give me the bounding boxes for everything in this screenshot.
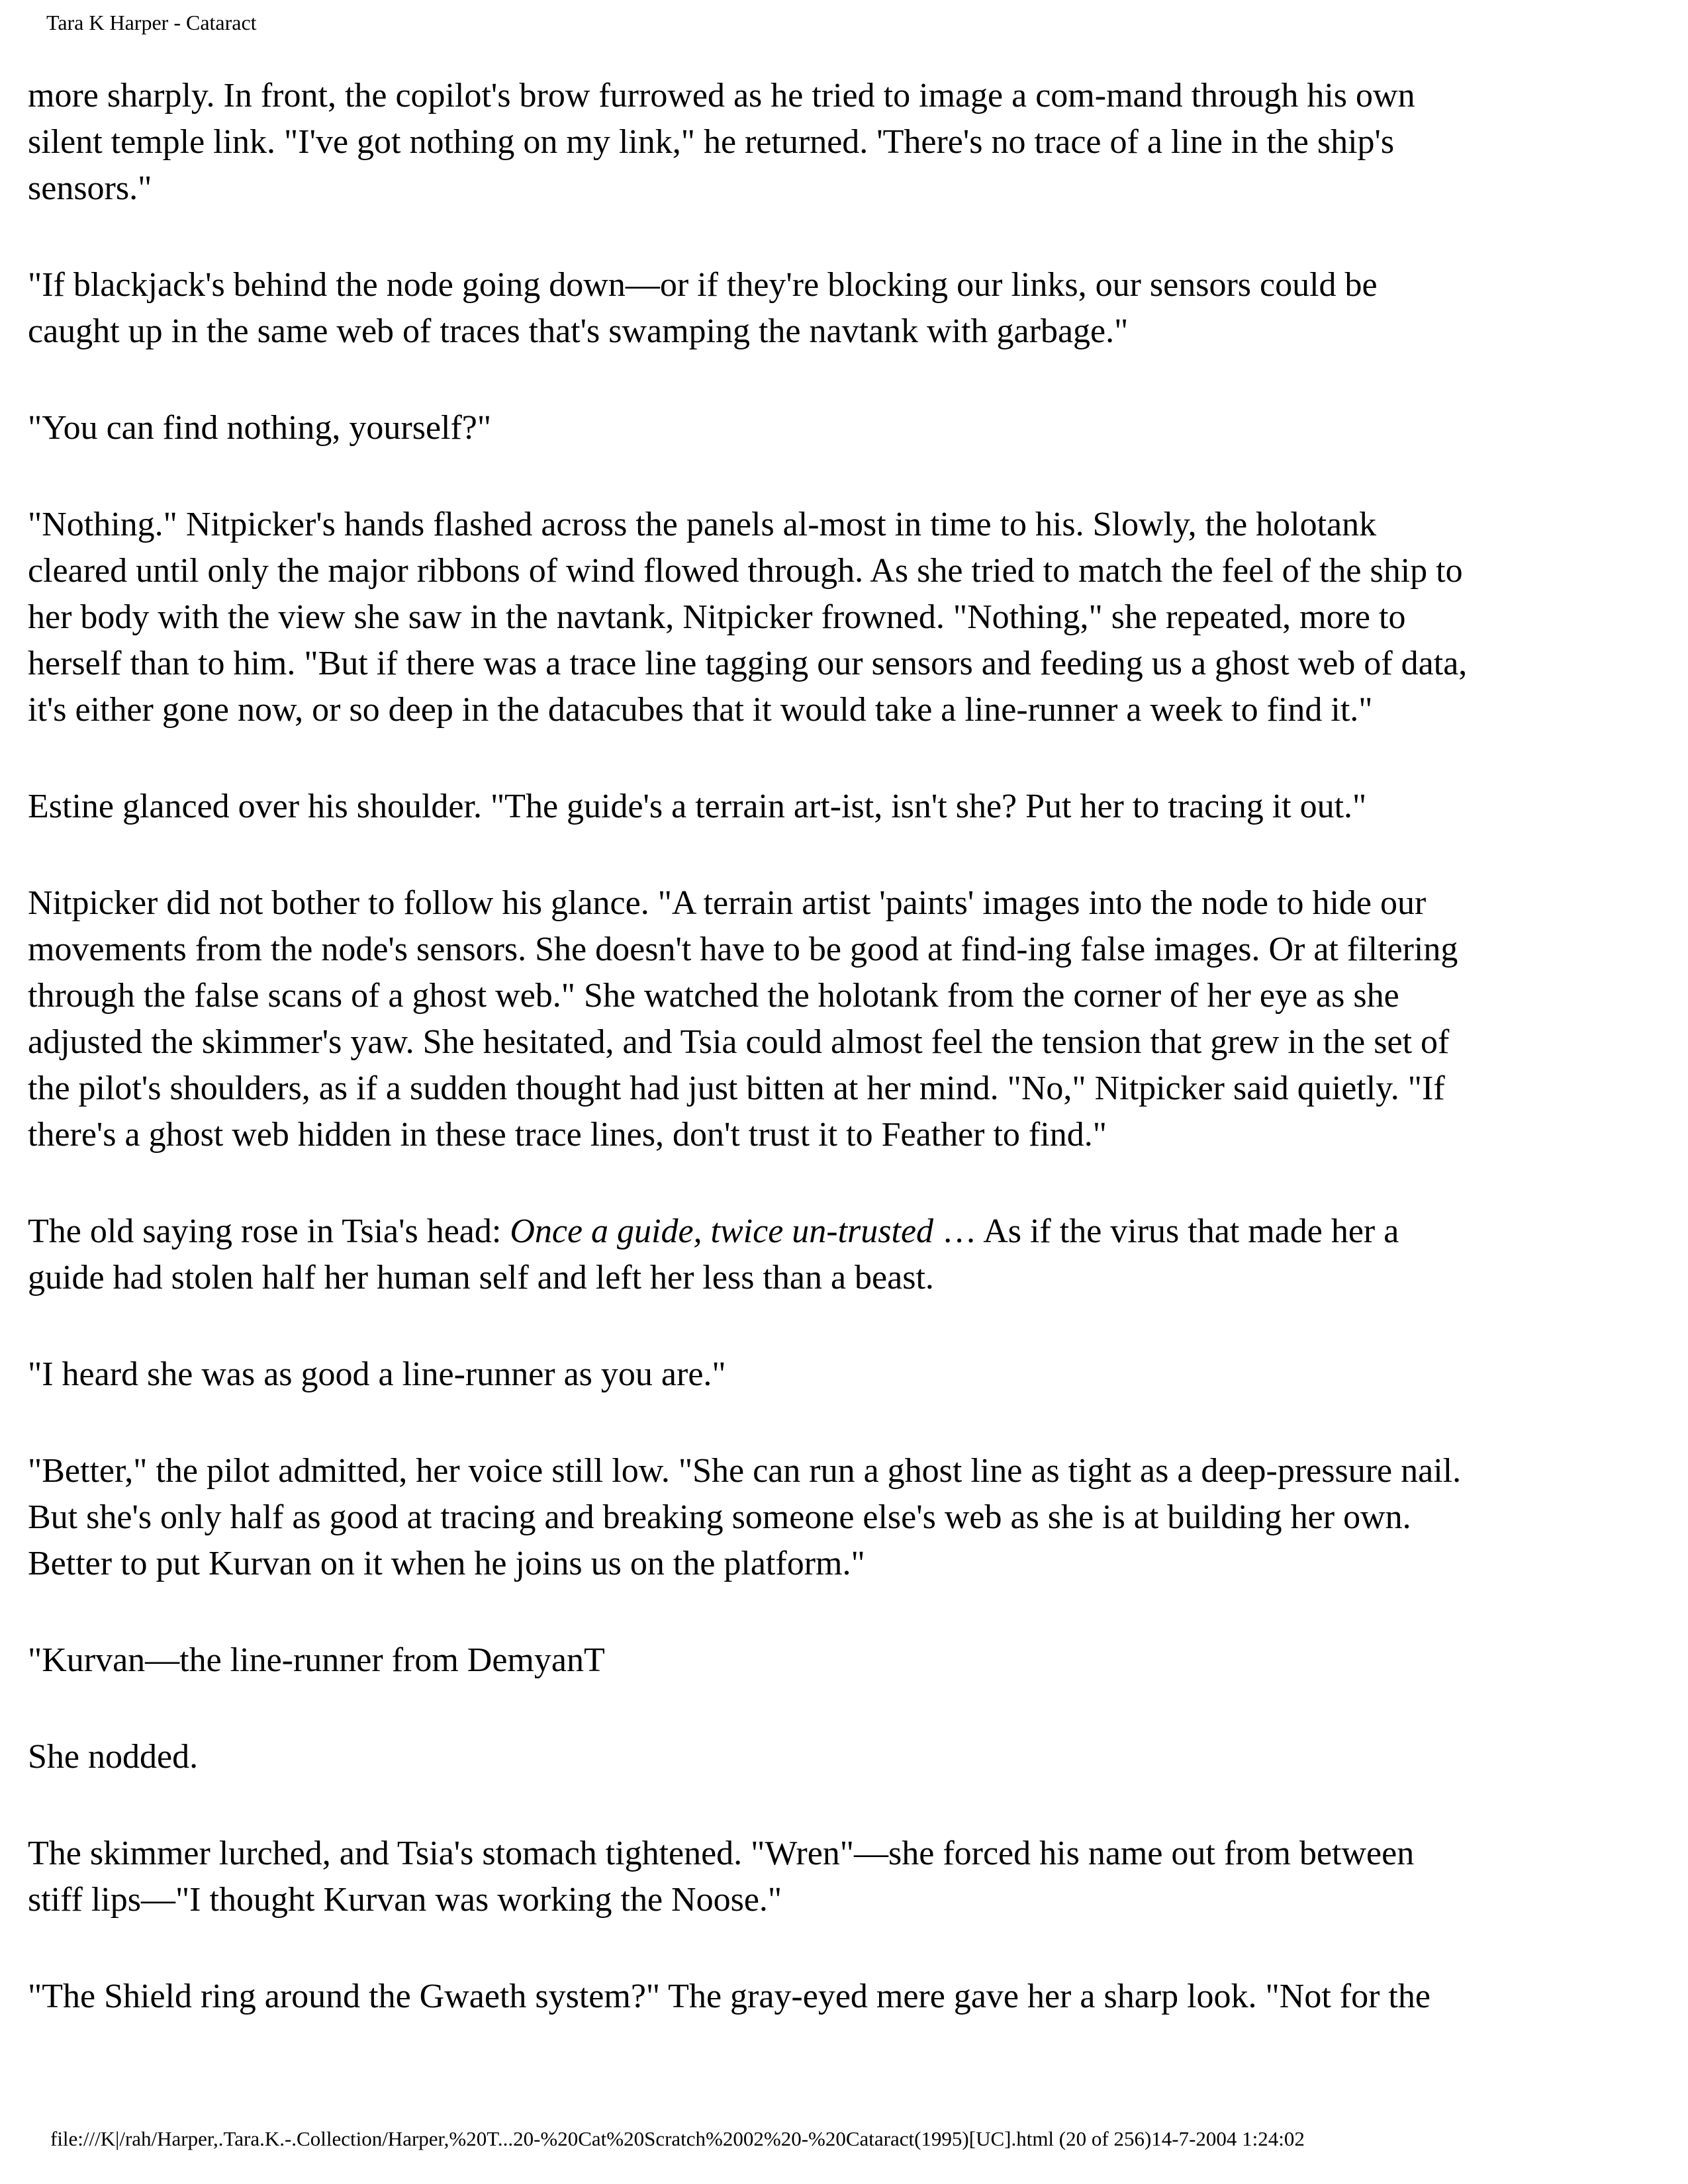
paragraph-7-text-after: … As if the virus that made her a guide had stolen half her human self and left her less than a beast. [28,1212,1399,1297]
paragraph-6: Nitpicker did not bother to follow his glance. "A terrain artist 'paints' images into the node to hide our movements from the node's sensors. She doesn't have to be good at find-ing false images. Or at filtering through the false scans of a ghost web." She watched the holotank from the corner of her eye as she adjusted the skimmer's yaw. She hesitated, and Tsia could almost feel the tension that grew in the set of the pilot's shoulders, as if a sudden thought had just bitten at her mind. "No," Nitpicker said quietly. "If there's a ghost web hidden in these trace lines, don't trust it to Feather to find." [28,884,1458,1154]
paragraph-9: "Better," the pilot admitted, her voice still low. "She can run a ghost line as tight as a deep-pressure nail. But she's only half as good at tracing and breaking someone else's web as she is at building her own. Better to put Kurvan on it when he joins us on the platform." [28,1452,1462,1582]
paragraph-11: She nodded. [28,1738,199,1776]
document-body [28,73,1663,2020]
page-footer-path: file:///K|/rah/Harper,.Tara.K.-.Collection/Harper,%20T...20-%20Cat%20Scratch%2002%20-%20Cataract(1995)[UC].html (20 of 256)14-7-2004 1:24:02 [50,2127,1305,2150]
paragraph-7-text-before: The old saying rose in Tsia's head: [28,1212,510,1250]
paragraph-3: "You can find nothing, yourself?" [28,409,492,447]
paragraph-2: "If blackjack's behind the node going down—or if they're blocking our links, our sensors could be caught up in the same web of traces that's swamping the navtank with garbage." [28,266,1378,350]
paragraph-8: "I heard she was as good a line-runner as you are." [28,1355,726,1393]
page-header-title: Tara K Harper - Cataract [46,11,257,34]
paragraph-5: Estine glanced over his shoulder. "The guide's a terrain art-ist, isn't she? Put her to tracing it out." [28,788,1367,825]
paragraph-7-italic-saying: Once a guide, twice un-trusted [510,1212,934,1250]
paragraph-13: "The Shield ring around the Gwaeth system?" The gray-eyed mere gave her a sharp look. "Not for the [28,1978,1430,2015]
paragraph-1: more sharply. In front, the copilot's brow furrowed as he tried to image a com-mand through his own silent temple link. "I've got nothing on my link," he returned. 'There's no trace of a line in the ship's sensors." [28,77,1415,207]
paragraph-4: "Nothing." Nitpicker's hands flashed across the panels al-most in time to his. Slowly, the holotank cleared until only the major ribbons of wind flowed through. As she tried to match the feel of the ship to her body with the view she saw in the navtank, Nitpicker frowned. "Nothing," she repeated, more to herself than to him. "But if there was a trace line tagging our sensors and feeding us a ghost web of data, it's either gone now, or so deep in the datacubes that it would take a line-runner a week to find it." [28,506,1468,729]
paragraph-10: "Kurvan—the line-runner from DemyanT [28,1641,605,1679]
paragraph-7 [28,1208,1663,1301]
paragraph-12: The skimmer lurched, and Tsia's stomach tightened. "Wren"—she forced his name out from between stiff lips—"I thought Kurvan was working the Noose." [28,1835,1415,1919]
